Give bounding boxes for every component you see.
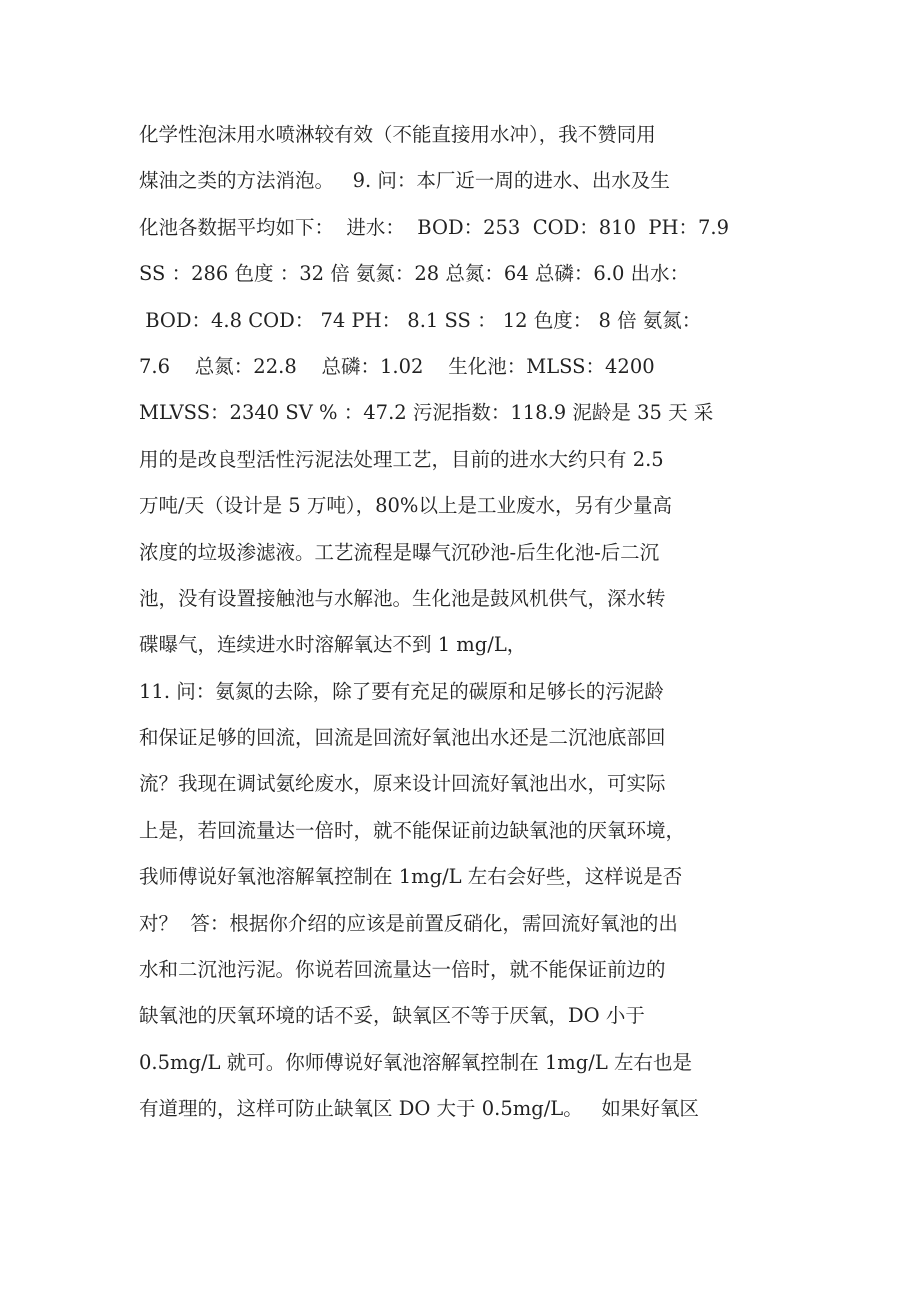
text-line: 和保证足够的回流，回流是回流好氧池出水还是二沉池底部回 — [139, 726, 666, 750]
text-line: BOD：4.8 COD： 74 PH： 8.1 SS ： 12 色度： 8 倍 氨氮： — [139, 308, 702, 332]
text-line: 0.5mg/L 就可。你师傅说好氧池溶解氧控制在 1mg/L 左右也是 — [139, 1050, 692, 1074]
text-line: 浓度的垃圾渗滤液。工艺流程是曝气沉砂池-后生化池-后二沉 — [139, 540, 660, 564]
text-line: 对？ 答：根据你介绍的应该是前置反硝化，需回流好氧池的出 — [139, 911, 678, 935]
text-line: 有道理的，这样可防止缺氧区 DO 大于 0.5mg/L。 如果好氧区 — [139, 1097, 699, 1121]
text-line: 缺氧池的厌氧环境的话不妥，缺氧区不等于厌氧，DO 小于 — [139, 1004, 645, 1028]
text-line: 11. 问：氨氮的去除，除了要有充足的碳原和足够长的污泥龄 — [139, 679, 664, 703]
text-line: 用的是改良型活性污泥法处理工艺，目前的进水大约只有 2.5 — [139, 447, 664, 471]
body-text — [139, 112, 789, 1133]
text-line: 池，没有设置接触池与水解池。生化池是鼓风机供气，深水转 — [139, 586, 666, 610]
text-line: 流？我现在调试氨纶废水，原来设计回流好氧池出水，可实际 — [139, 772, 666, 796]
text-line: 上是，若回流量达一倍时，就不能保证前边缺氧池的厌氧环境， — [139, 818, 686, 842]
text-line: 化学性泡沫用水喷淋较有效（不能直接用水冲），我不赞同用 — [139, 123, 656, 146]
text-line: 我师傅说好氧池溶解氧控制在 1mg/L 左右会好些，这样说是否 — [139, 865, 683, 889]
text-line: 7.6 总氮：22.8 总磷：1.02 生化池：MLSS：4200 — [139, 354, 655, 378]
text-line: 煤油之类的方法消泡。 9. 问：本厂近一周的进水、出水及生 — [139, 169, 670, 193]
text-line: 水和二沉池污泥。你说若回流量达一倍时，就不能保证前边的 — [139, 958, 666, 982]
text-line: MLVSS：2340 SV % ：47.2 污泥指数：118.9 泥龄是 35 天 采 — [139, 401, 714, 425]
text-line: 碟曝气，连续进水时溶解氧达不到 1 mg/L， — [139, 633, 527, 657]
text-line: 万吨/天（设计是 5 万吨），80%以上是工业废水，另有少量高 — [139, 494, 672, 518]
text-line: 化池各数据平均如下： 进水： BOD：253 COD：810 PH：7.9 — [139, 215, 730, 239]
text-line: SS ：286 色度 ：32 倍 氨氮：28 总氮：64 总磷：6.0 出水： — [139, 262, 690, 286]
